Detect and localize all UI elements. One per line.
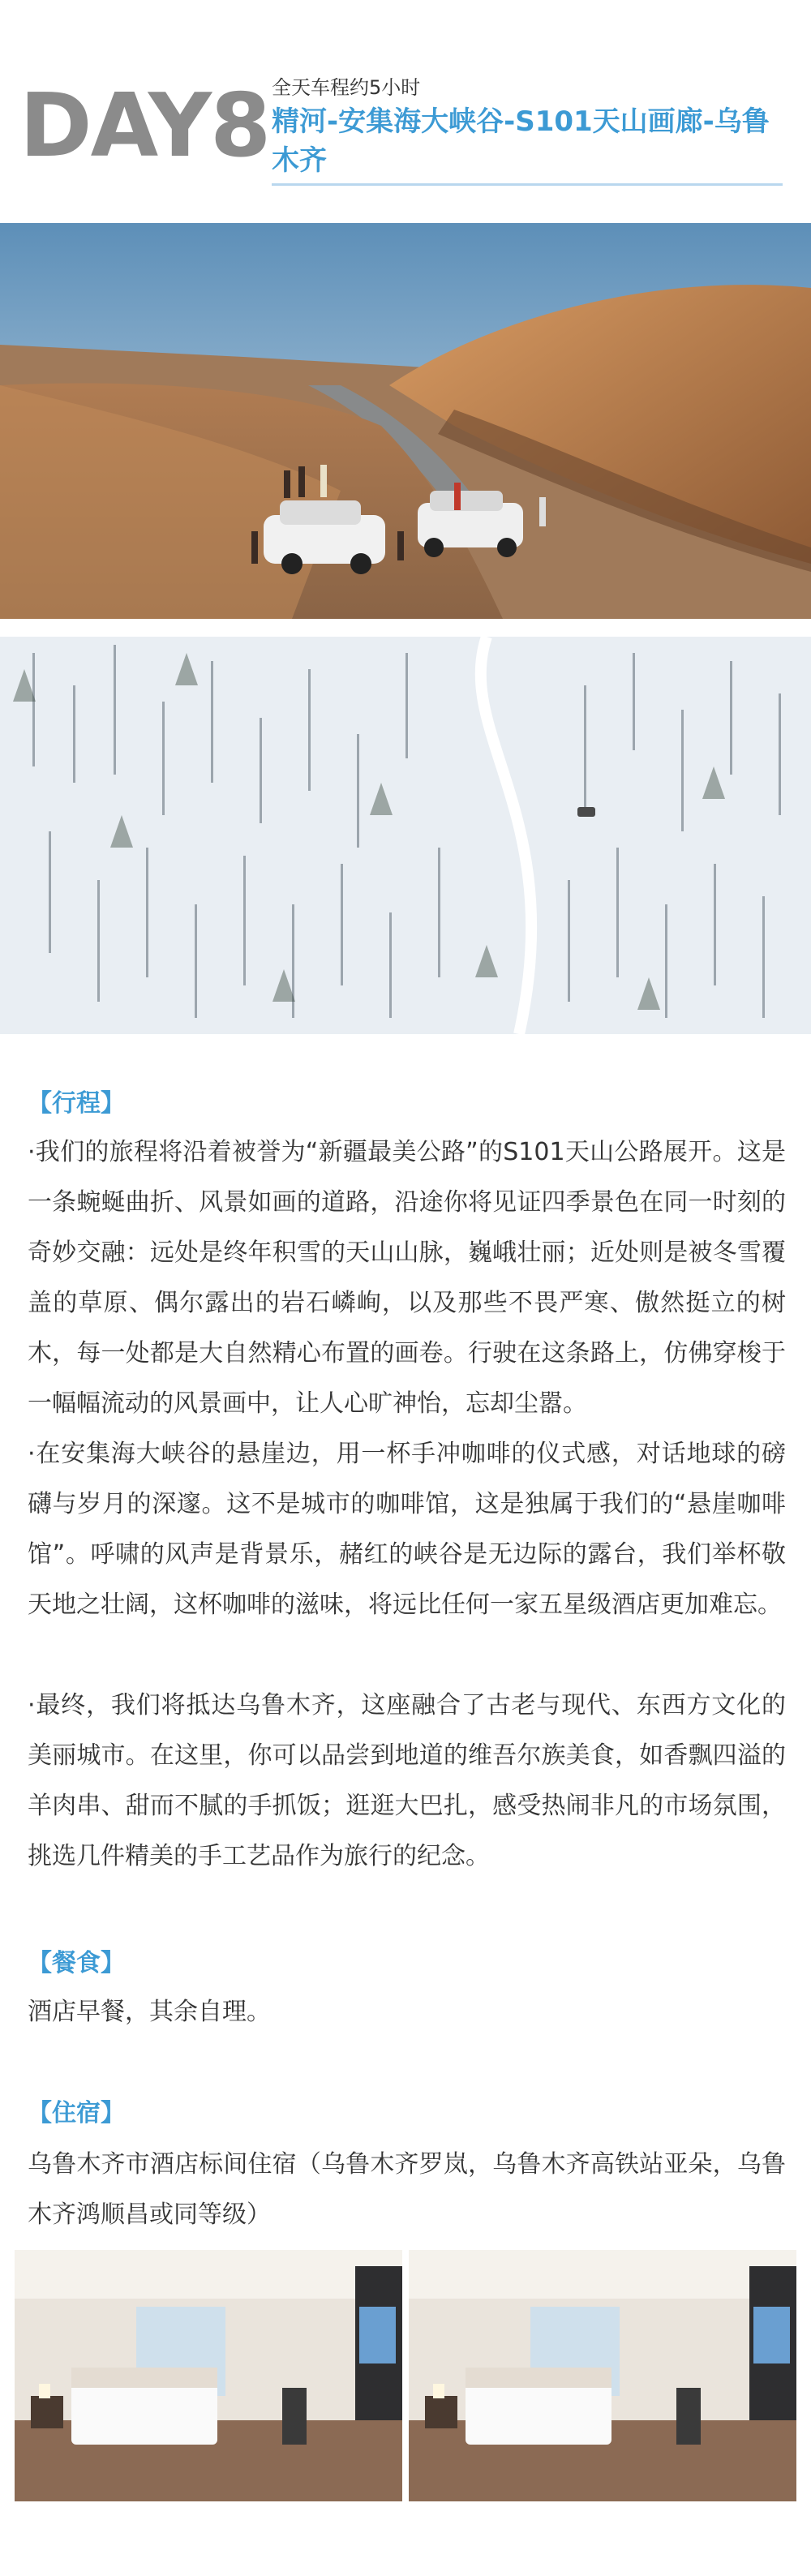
meals-text: 酒店早餐，其余自理。 <box>28 1998 271 2026</box>
itinerary-heading: 【行程】 <box>28 1089 125 1118</box>
lodging-heading: 【住宿】 <box>28 2099 125 2127</box>
day-label: DAY8 <box>19 75 270 177</box>
drive-time: 全天车程约5小时 <box>272 76 421 99</box>
lodging-text: 乌鲁木齐市酒店标间住宿（乌鲁木齐罗岚，乌鲁木齐高铁站亚朵，乌鲁木齐鸿顺昌或同等级） <box>28 2150 786 2229</box>
route-title: 精河-安集海大峡谷-S101天山画廊-乌鲁木齐 <box>272 105 770 177</box>
meals-heading: 【餐食】 <box>28 1949 125 1977</box>
hotel-room-photo-1 <box>15 2250 402 2501</box>
canyon-photo <box>0 223 811 619</box>
snow-forest-photo <box>0 637 811 1034</box>
itinerary-paragraph-1: ·我们的旅程将沿着被誉为“新疆最美公路”的S101天山公路展开。这是一条蜿蜒曲折、风景如画的道路，沿途你将见证四季景色在同一时刻的奇妙交融：远处是终年积雪的天山山脉，巍峨壮丽；近处则是被冬雪覆盖的草原、偶尔露出的岩石嶙峋，以及那些不畏严寒、傲然挺立的树木，每一处都是大自然精心布置的画卷。行驶在这条路上，仿佛穿梭于一幅幅流动的风景画中，让人心旷神怡，忘却尘嚣。 <box>28 1138 786 1418</box>
itinerary-paragraph-3: ·最终，我们将抵达乌鲁木齐，这座融合了古老与现代、东西方文化的美丽城市。在这里，你可以品尝到地道的维吾尔族美食，如香飘四溢的羊肉串、甜而不腻的手抓饭；逛逛大巴扎，感受热闹非凡的市场氛围，挑选几件精美的手工艺品作为旅行的纪念。 <box>28 1691 786 1870</box>
day-header <box>0 0 811 219</box>
hotel-room-photo-2 <box>409 2250 796 2501</box>
itinerary-paragraph-2: ·在安集海大峡谷的悬崖边，用一杯手冲咖啡的仪式感，对话地球的磅礴与岁月的深邃。这不是城市的咖啡馆，这是独属于我们的“悬崖咖啡馆”。呼啸的风声是背景乐，赭红的峡谷是无边际的露台，我们举杯敬天地之壮阔，这杯咖啡的滋味，将远比任何一家五星级酒店更加难忘。 <box>28 1440 786 1619</box>
route-underline <box>272 183 783 186</box>
